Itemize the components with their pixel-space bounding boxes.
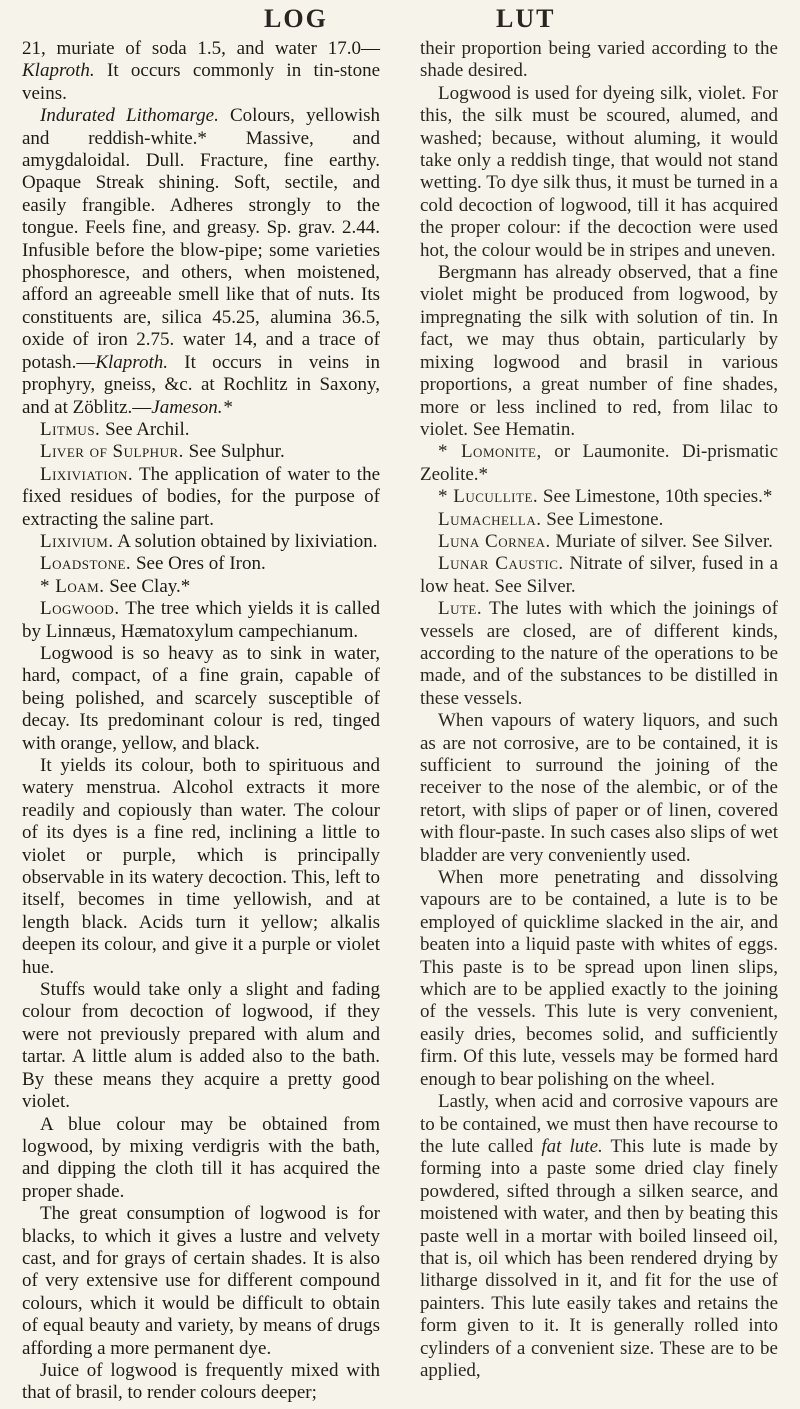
running-head-right: LUT	[496, 4, 556, 33]
entry-text: See Limestone, 10th species.*	[538, 486, 773, 508]
paragraph-text: Logwood is used for dyeing silk, violet. For this, the silk must be scoured, alumed, and washed; because, without aluming, it would take only a reddish tinge, that would not stand wetting. To dye silk thus, it must be turned in a cold decoction of logwood, till it has acquired the proper colour: if the decoction were used hot, the colour would be in stripes and uneven.	[420, 82, 778, 261]
paragraph	[22, 1360, 380, 1405]
paragraph	[420, 38, 778, 83]
paragraph-text: A blue colour may be obtained from logwood, by mixing verdigris with the bath, and dipping the cloth till it has acquired the proper shade.	[22, 1113, 380, 1202]
paragraph-text: 21, muriate of soda 1.5, and water 17.0—	[22, 38, 380, 59]
paragraph-text: Bergmann has already observed, that a fine violet might be produced from logwood, by impregnating the silk with solution of tin. In fact, we may thus obtain, particularly by mixing logwood and brasil in various proportions, a great number of fine shades, more or less inclined to red, from lilac to violet. See Hematin.	[420, 262, 778, 440]
paragraph-text: It occurs commonly in tin-stone veins.	[22, 60, 380, 104]
entry-indurated-lithomarge	[22, 105, 380, 419]
entry-headword: Loadstone.	[40, 553, 132, 575]
entry-loam	[22, 576, 380, 598]
entry-logwood	[22, 598, 380, 643]
entry-loadstone	[22, 553, 380, 575]
entry-text: See Ores of Iron.	[131, 553, 266, 575]
entry-lixivium	[22, 531, 380, 553]
entry-headword: Logwood.	[40, 598, 120, 620]
entry-headword: * Lucullite.	[438, 486, 539, 508]
paragraph-text: Logwood is so heavy as to sink in water, hard, compact, of a fine grain, capable of being polished, and scarcely susceptible of decay. Its predominant colour is red, tinged with orange, yellow, and black.	[22, 642, 380, 754]
term-fat-lute: fat lute.	[541, 1135, 603, 1157]
entry-headword: * Loam.	[40, 575, 105, 597]
entry-headword: Lute.	[438, 598, 483, 620]
paragraph-text: When vapours of watery liquors, and such as are not corrosive, are to be contained, it is sufficient to surround the joining of the receiver to the nose of the alembic, or of the retort, with slips of paper or of linen, covered with flour-paste. In such cases also slips of wet bladder are very conveniently used.	[420, 710, 778, 866]
paragraph-text: their proportion being varied according to the shade desired.	[420, 38, 778, 82]
paragraph	[22, 643, 380, 755]
entry-headword: Lixivium.	[40, 530, 114, 552]
paragraph	[22, 38, 380, 105]
entry-lucullite	[420, 486, 778, 508]
paragraph	[420, 867, 778, 1091]
entry-text: See Clay.*	[104, 575, 191, 597]
entry-text: Nitrate of silver, fused in a low heat. See Silver.	[420, 553, 779, 597]
entry-text: It occurs in veins in prophyry, gneiss, &c. at Rochlitz in Saxony, and at Zöblitz.—	[22, 351, 380, 418]
entry-lumachella	[420, 509, 778, 531]
entry-text: Colours, yellowish and reddish-white.* Massive, and amygdaloidal. Dull. Fracture, fine earthy. Opaque Streak shining. Soft, sectile, and easily frangible. Adheres strongly to the tongue. Feels fine, and greasy. Sp. grav. 2.44. Infusible before the blow-pipe; some varieties phosphoresce, and others, when moistened, afford an agreeable smell like that of nuts. Its constituents are, silica 45.25, alumina 36.5, oxide of iron 2.75. water 14, and a trace of potash.—	[22, 105, 380, 373]
entry-text: The application of water to the fixed residues of bodies, for the purpose of extracting the saline part.	[22, 463, 380, 530]
paragraph	[22, 979, 380, 1113]
paragraph-text: This lute is made by forming into a paste some dried clay finely powdered, sifted through a silken searce, and moistened with water, and then by beating this paste well in a mortar with boiled linseed oil, that is, oil which has been rendered drying by litharge dissolved in it, and fit for the use of painters. This lute easily takes and retains the form given to it. It is generally rolled into cylinders of a convenient size. These are to be applied,	[420, 1135, 778, 1381]
entry-headword: Litmus.	[40, 418, 101, 440]
paragraph	[420, 262, 778, 441]
paragraph	[420, 83, 778, 262]
running-head-left: LOG	[264, 4, 328, 33]
running-head	[0, 4, 800, 32]
paragraph-text: When more penetrating and dissolving vapours are to be contained, a lute is to be employed of quicklime slacked in the air, and beaten into a liquid paste with whites of eggs. This paste is to be spread upon linen slips, which are to be applied exactly to the joining of the vessels. This lute is very convenient, easily dries, becomes solid, and sufficiently firm. Of this lute, vessels may be formed hard enough to bear polishing on the wheel.	[420, 867, 778, 1090]
entry-text: See Limestone.	[541, 508, 664, 530]
entry-text: See Sulphur.	[183, 441, 285, 463]
entry-lixiviation	[22, 464, 380, 531]
entry-headword: Lunar Caustic.	[438, 553, 564, 575]
entry-headword: Lixiviation.	[40, 463, 134, 485]
right-column	[420, 38, 778, 1382]
paragraph	[420, 1091, 778, 1382]
entry-headword: * Lomonite,	[438, 441, 542, 463]
paragraph	[22, 1114, 380, 1204]
citation: Klaproth.	[95, 351, 169, 373]
entry-text: The lutes with which the joinings of vessels are closed, are of different kinds, according to the nature of the operations to be made, and of the substances to be distilled in these vessels.	[420, 598, 778, 709]
entry-text: A solution obtained by lixiviation.	[113, 530, 378, 552]
entry-lute	[420, 598, 778, 710]
entry-liver-of-sulphur	[22, 441, 380, 463]
paragraph-text: Lastly, when acid and corrosive vapours are to be contained, we must then have recourse to the lute called	[420, 1091, 778, 1157]
entry-text: See Archil.	[100, 418, 190, 440]
entry-headword: Liver of Sulphur.	[40, 441, 184, 463]
paragraph	[22, 1203, 380, 1360]
paragraph-text: It yields its colour, both to spirituous and watery menstrua. Alcohol extracts it more readily and copiously than water. The colour of its dyes is a fine red, inclining a little to violet or purple, which is principally observable in its watery decoction. This, left to itself, becomes in time yellowish, and at length black. Acids turn it yellow; alkalis deepen its colour, and give it a purple or violet hue.	[22, 755, 380, 978]
paragraph	[420, 710, 778, 867]
entry-lunar-caustic	[420, 553, 778, 598]
entry-text: The tree which yields it is called by Linnæus, Hæmatoxylum campechianum.	[22, 598, 380, 642]
entry-text: or Laumonite. Di-prismatic Zeolite.*	[420, 441, 779, 485]
paragraph-text: Juice of logwood is frequently mixed with that of brasil, to render colours deeper;	[22, 1359, 380, 1404]
entry-text: Muriate of silver. See Silver.	[550, 530, 773, 552]
entry-luna-cornea	[420, 531, 778, 553]
paragraph-text: Stuffs would take only a slight and fading colour from decoction of logwood, if they were not previously prepared with alum and tartar. A little alum is added also to the bath. By these means they acquire a pretty good violet.	[22, 979, 380, 1113]
entry-litmus	[22, 419, 380, 441]
citation: Klaproth.	[22, 60, 95, 82]
left-column	[22, 38, 380, 1405]
entry-lomonite	[420, 441, 778, 486]
paragraph	[22, 755, 380, 979]
citation: Jameson.*	[151, 396, 233, 418]
entry-headword: Luna Cornea.	[438, 530, 551, 552]
paragraph-text: The great consumption of logwood is for blacks, to which it gives a lustre and velvety cast, and for grays of certain shades. It is also of very extensive use for different compound colours, which it would be difficult to obtain of equal beauty and variety, by means of drugs affording a more permanent dye.	[22, 1203, 380, 1359]
entry-headword: Indurated Lithomarge.	[40, 105, 219, 127]
entry-headword: Lumachella.	[438, 508, 542, 530]
